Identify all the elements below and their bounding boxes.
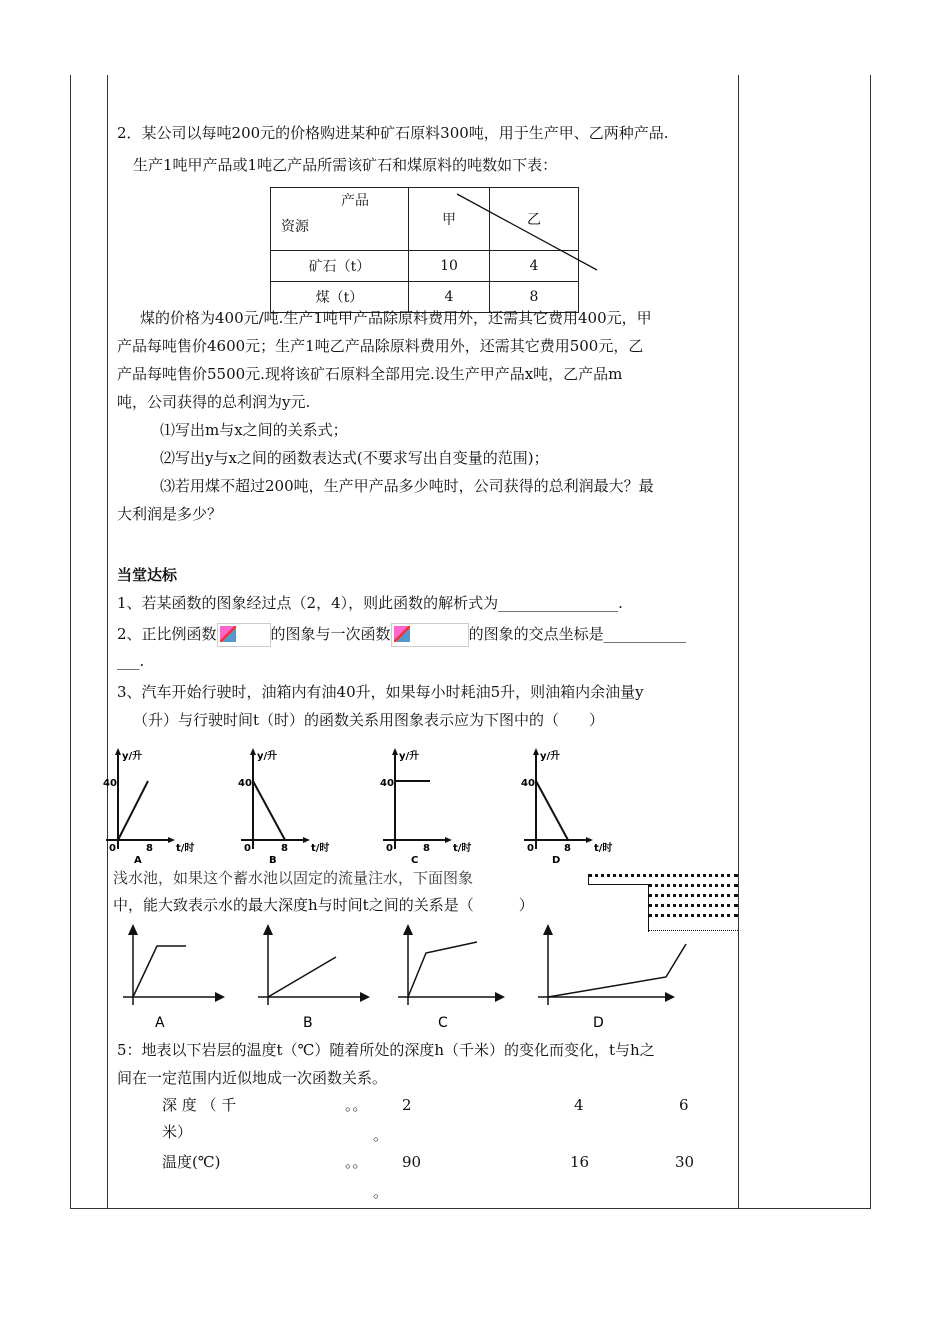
fuel-graph-D	[518, 745, 648, 865]
x-tick-8: 8	[281, 843, 288, 854]
fuel-graph-B	[235, 745, 365, 865]
e5-cell: 6	[679, 1096, 689, 1114]
e2-text: 的图象的交点坐标是___________	[468, 625, 687, 643]
x-label: t/时	[594, 843, 613, 854]
y-tick-40: 40	[103, 778, 117, 789]
fuel-graphs	[100, 745, 740, 865]
x-tick-8: 8	[423, 843, 430, 854]
arrow-icon	[263, 924, 273, 935]
graph-label: C	[438, 1015, 448, 1031]
e5-cell: 2	[402, 1096, 412, 1114]
formula-image-icon	[217, 623, 271, 647]
y-label: y/升	[257, 751, 278, 762]
arrow-icon	[665, 992, 675, 1002]
arrow-icon	[215, 992, 225, 1002]
cell: 8	[490, 282, 579, 313]
depth-graphs	[100, 917, 740, 1037]
fuel-graph-A	[100, 745, 230, 865]
depth-graph-D	[530, 917, 710, 1035]
col-header: 甲	[409, 188, 490, 251]
q2-sub3: 大利润是多少？	[117, 505, 223, 523]
diagonal-line	[455, 192, 605, 282]
graph-label: B	[269, 855, 277, 865]
exercise-3: 3、汽车开始行驶时，油箱内有油40升，如果每小时耗油5升，则油箱内余油量y	[117, 683, 644, 701]
y-label: y/升	[540, 751, 561, 762]
column-divider	[107, 75, 108, 1209]
data-line	[408, 942, 477, 997]
x-tick-0: 0	[109, 843, 116, 854]
q2-sub3: ⑶若用煤不超过200吨，生产甲产品多少吨时，公司获得的总利润最大？最	[160, 477, 654, 495]
e5-cell: 4	[574, 1096, 584, 1114]
arrow-icon	[128, 924, 138, 935]
cell: 4	[409, 282, 490, 313]
e5-row-label: 深 度 （ 千	[162, 1096, 237, 1114]
x-label: t/时	[176, 843, 195, 854]
formula-image-icon	[391, 623, 469, 647]
graph-label: A	[155, 1015, 165, 1031]
col-header: 乙	[490, 188, 579, 251]
section-title: 当堂达标	[117, 566, 178, 584]
data-line	[536, 781, 568, 840]
x-tick-0: 0	[527, 843, 534, 854]
q2-line2: 生产1吨甲产品或1吨乙产品所需该矿石和煤原料的吨数如下表：	[133, 156, 558, 174]
column-divider	[738, 75, 739, 1209]
arrow-icon	[168, 837, 175, 843]
x-label: t/时	[311, 843, 330, 854]
data-line	[253, 781, 285, 840]
row-label: 矿石（t）	[271, 251, 409, 282]
arrow-icon	[533, 748, 539, 755]
table-border-right	[870, 75, 871, 1209]
exercise-2	[117, 623, 686, 647]
table-border-bottom	[70, 1208, 871, 1209]
y-label: y/升	[122, 751, 143, 762]
exercise-4: 浅水池，如果这个蓄水池以固定的流量注水，下面图象	[113, 869, 474, 887]
graph-label: D	[552, 855, 561, 865]
q2-para: 产品每吨售价4600元；生产1吨乙产品除原料费用外，还需其它费用500元，乙	[117, 337, 644, 355]
e5-cell: 16	[570, 1153, 590, 1171]
exercise-1: 1、若某函数的图象经过点（2，4），则此函数的解析式为________________.	[117, 594, 623, 612]
e5-dots: 。	[373, 1126, 389, 1144]
y-tick-40: 40	[380, 778, 394, 789]
cell: 4	[490, 251, 579, 282]
exercise-2-blank: ___.	[117, 652, 145, 670]
exercise-4: 中，能大致表示水的最大深度h与时间t之间的关系是（ ）	[113, 896, 534, 914]
arrow-icon	[392, 748, 398, 755]
arrow-icon	[115, 748, 121, 755]
arrow-icon	[403, 924, 413, 935]
e5-cell: 30	[675, 1153, 695, 1171]
x-tick-8: 8	[146, 843, 153, 854]
exercise-5: 间在一定范围内近似地成一次函数关系。	[117, 1069, 388, 1087]
y-tick-40: 40	[521, 778, 535, 789]
data-line	[133, 946, 186, 997]
e5-row-label: 温度(℃)	[162, 1153, 221, 1171]
exercise-3: （升）与行驶时间t（时）的函数关系用图象表示应为下图中的（ ）	[133, 711, 605, 729]
cell: 10	[409, 251, 490, 282]
e5-row-label: 米）	[162, 1123, 193, 1141]
arrow-icon	[445, 837, 452, 843]
graph-label: A	[134, 855, 142, 865]
data-line	[548, 944, 686, 997]
fuel-graph-C	[377, 745, 507, 865]
q2-para: 吨，公司获得的总利润为y元.	[117, 393, 311, 411]
row-label: 煤（t）	[271, 282, 409, 313]
graph-label: C	[411, 855, 419, 865]
data-line	[118, 781, 148, 840]
arrow-icon	[495, 992, 505, 1002]
graph-label: D	[593, 1015, 604, 1031]
exercise-5: 5：地表以下岩层的温度t（℃）随着所处的深度h（千米）的变化而变化，t与h之	[117, 1041, 655, 1059]
arrow-icon	[543, 924, 553, 935]
e5-dots: 。。	[345, 1153, 368, 1171]
y-label: y/升	[399, 751, 420, 762]
arrow-icon	[360, 992, 370, 1002]
q2-sub1: ⑴写出m与x之间的关系式；	[160, 421, 348, 439]
q2-para: 煤的价格为400元/吨.生产1吨甲产品除原料费用外，还需其它费用400元，甲	[140, 309, 652, 327]
e5-dots: 。。	[345, 1096, 368, 1114]
graph-label: B	[303, 1015, 313, 1031]
x-tick-8: 8	[564, 843, 571, 854]
x-tick-0: 0	[386, 843, 393, 854]
arrow-icon	[586, 837, 593, 843]
x-tick-0: 0	[244, 843, 251, 854]
y-tick-40: 40	[238, 778, 252, 789]
arrow-icon	[250, 748, 256, 755]
table-border-left	[70, 75, 71, 1209]
e5-dots: 。	[373, 1183, 389, 1201]
e2-text: 2、正比例函数	[117, 625, 217, 643]
e2-text: 的图象与一次函数	[270, 625, 391, 643]
x-label: t/时	[453, 843, 472, 854]
arrow-icon	[303, 837, 310, 843]
data-line	[268, 957, 336, 997]
corner-bottom: 资源	[281, 219, 309, 235]
e5-cell: 90	[402, 1153, 422, 1171]
q2-sub2: ⑵写出y与x之间的函数表达式(不要求写出自变量的范围)；	[160, 449, 549, 467]
corner-top: 产品	[341, 193, 369, 209]
q2-line1: 2．某公司以每吨200元的价格购进某种矿石原料300吨，用于生产甲、乙两种产品.	[117, 124, 669, 142]
q2-para: 产品每吨售价5500元.现将该矿石原料全部用完.设生产甲产品x吨，乙产品m	[117, 365, 623, 383]
